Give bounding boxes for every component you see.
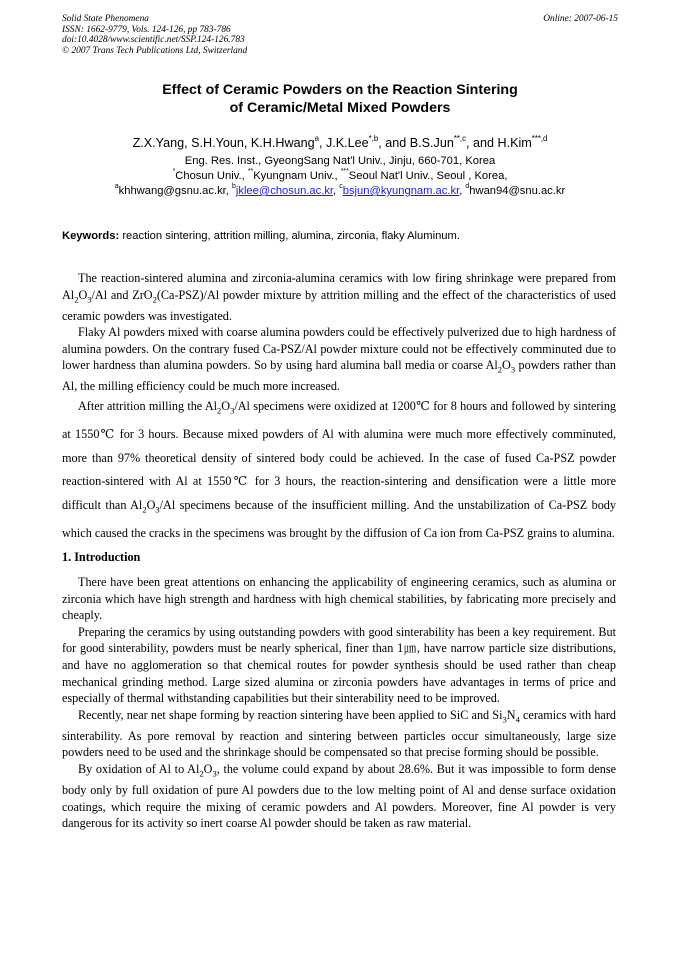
- subscript: 4: [515, 714, 520, 725]
- subscript: 2: [497, 364, 503, 375]
- text-run: /Al specimens because of the insufficient milling. And the unstabilization of Ca-PSZ body which caused the cracks in the specimens was brought by the diffusion of Ca ion from Ca-PSZ grains to alumina.: [62, 497, 616, 540]
- text-run: O: [502, 358, 511, 373]
- abstract: [62, 270, 616, 545]
- text-run: The reaction-sintered alumina and zirconia-alumina ceramics with low firing shrinkage were prepared from Al: [62, 271, 616, 302]
- text-run: ceramics with hard sinterability. As pore removal by reaction and sintering between particles occur simultaneously, large size powders need to be used and the shrinkage should be compensated so that precise forming should be possible.: [62, 707, 616, 760]
- affil-mark-kyungnam: **: [247, 168, 254, 176]
- text-run: O: [146, 497, 156, 512]
- text-run: N: [506, 707, 516, 722]
- keywords: [62, 230, 618, 242]
- online-date: Online: 2007-06-15: [543, 14, 618, 24]
- email-mark-b: b: [232, 183, 236, 191]
- title-line-2: of Ceramic/Metal Mixed Powders: [229, 99, 451, 116]
- abstract-paragraph-3: [62, 395, 616, 545]
- text-run: /Al and ZrO: [91, 287, 153, 302]
- email-link-b[interactable]: jklee@chosun.ac.kr: [235, 185, 334, 197]
- author-mark-2: *,b: [368, 134, 379, 144]
- affiliation-2: [40, 170, 640, 182]
- author-group-1: Z.X.Yang, S.H.Youn, K.H.Hwang: [132, 136, 315, 150]
- issn-line: ISSN: 1662-9779, Vols. 124-126, pp 783-786: [62, 24, 231, 35]
- abstract-paragraph-2: [62, 324, 616, 395]
- author-list: [62, 136, 618, 150]
- email-d: hwan94@snu.ac.kr: [469, 185, 566, 197]
- subscript: 3: [155, 504, 160, 515]
- text-run: /Al specimens were oxidized at 1200℃ for 8 hours and followed by sintering at 1550℃ for 3 hours. Because mixed powders of Al with alumina were much more effectively comminuted, more than 97% theoretical density of sintered body could be achieved. In the case of fused Ca-PSZ powder reaction-sintered with Al at 1550℃ for 3 hours, the reaction-sintering and densification were a little more difficult than Al: [62, 399, 617, 512]
- affil-mark-chosun: *: [172, 168, 176, 176]
- subscript: 2: [217, 405, 222, 416]
- subscript: 2: [199, 768, 204, 779]
- subscript: 3: [510, 364, 516, 375]
- title-line-1: Effect of Ceramic Powders on the Reaction Sintering: [162, 82, 518, 98]
- email-sep: ,: [333, 185, 340, 197]
- email-link-c[interactable]: bsjun@kyungnam.ac.kr: [342, 185, 460, 197]
- author-mark-4: ***,d: [531, 134, 548, 144]
- intro-paragraph-4: [62, 761, 616, 832]
- subscript: 3: [502, 714, 507, 725]
- intro-paragraph-3: [62, 707, 616, 761]
- keywords-label: Keywords:: [62, 230, 120, 242]
- author-3: , and B.S.Jun: [378, 136, 454, 150]
- text-run: After attrition milling the Al: [78, 399, 218, 414]
- author-4: , and H.Kim: [465, 136, 532, 150]
- affil-kyungnam: Kyungnam Univ.,: [253, 170, 341, 182]
- subscript: 2: [142, 504, 147, 515]
- text-run: O: [203, 761, 213, 776]
- abstract-paragraph-1: [62, 270, 616, 324]
- email-sep: ,: [225, 185, 232, 197]
- text-run: , the volume could expand by about 28.6%. But it was impossible to form dense body only by full oxidation of pure Al powders due to the low melting point of Al and dense surface oxidation coatings, which require the mixing of ceramic powders and Al powders. Moreover, fine Al powder is very dangerous for its activity so inert coarse Al powder should be taken as raw material.: [62, 761, 617, 831]
- text-run: By oxidation of Al to Al: [78, 761, 200, 776]
- author-mark-3: **,c: [453, 134, 466, 144]
- text-run: Flaky Al powders mixed with coarse alumina powders could be effectively pulverized due to high hardness of alumina powders. On the contrary fused Ca-PSZ/Al powder mixture could not be effectively comminuted due to lower hardness than alumina powders. So by using hard alumina ball media or coarse Al: [62, 325, 616, 373]
- email-mark-c: c: [339, 183, 343, 191]
- section-heading: 1. Introduction: [62, 550, 141, 564]
- keywords-text: reaction sintering, attrition milling, alumina, zirconia, flaky Aluminum.: [122, 230, 460, 242]
- text-run: (Ca-PSZ)/Al powder mixture by attrition milling and the effect of the characteristics of used ceramic powders was investigated.: [62, 287, 616, 323]
- subscript: 3: [212, 768, 217, 779]
- intro-paragraph-1: There have been great attentions on enhancing the applicability of engineering ceramics, such as alumina or zirconia which have high strength and hardness with high chemical stabilities, by fabricating more precisely and cheaply.: [62, 575, 616, 623]
- doi-line: doi:10.4028/www.scientific.net/SSP.124-126.783: [62, 35, 245, 46]
- affiliation-1: Eng. Res. Inst., GyeongSang Nat'l Univ., Jinju, 660-701, Korea: [184, 155, 496, 167]
- subscript: 3: [230, 405, 235, 416]
- email-mark-d: d: [465, 183, 470, 191]
- author-2: , J.K.Lee: [318, 136, 369, 150]
- subscript: 3: [87, 294, 92, 305]
- email-mark-a: a: [114, 183, 119, 191]
- subscript: 2: [152, 294, 157, 305]
- copyright-line: © 2007 Trans Tech Publications Ltd, Switzerland: [62, 45, 248, 56]
- journal-header: [62, 14, 618, 56]
- journal-name: Solid State Phenomena: [62, 14, 149, 24]
- author-mark-1: a: [314, 134, 319, 144]
- text-run: O: [78, 287, 88, 302]
- text-run: O: [221, 399, 231, 414]
- subscript: 2: [74, 294, 79, 305]
- email-a: khhwang@gsnu.ac.kr: [118, 185, 226, 197]
- affil-chosun: Chosun Univ.,: [175, 170, 248, 182]
- paper-title: [62, 82, 618, 117]
- email-line: [40, 185, 640, 197]
- affil-seoul: Seoul Nat'l Univ., Seoul , Korea,: [348, 170, 508, 182]
- intro-paragraph-2: Preparing the ceramics by using outstanding powders with good sinterability has been a key requirement. But for good sinterability, powders must be nearly spherical, finer than 1㎛, have narrow particle size distributions, and have no agglomeration so that chemical routes for powder synthesis should be used rather than cheap mechanical grinding method. Large sized alumina or zirconia powders have advantages in terms of price and especially of thermal withstanding capabilities but their sinterability need to be improved.: [62, 624, 616, 706]
- text-run: powders rather than Al, the milling efficiency could be much more increased.: [62, 358, 616, 394]
- affil-mark-seoul: ***: [340, 168, 349, 176]
- introduction-body: [62, 574, 616, 832]
- text-run: Recently, near net shape forming by reaction sintering have been applied to SiC and Si: [78, 707, 503, 722]
- email-sep: ,: [459, 185, 466, 197]
